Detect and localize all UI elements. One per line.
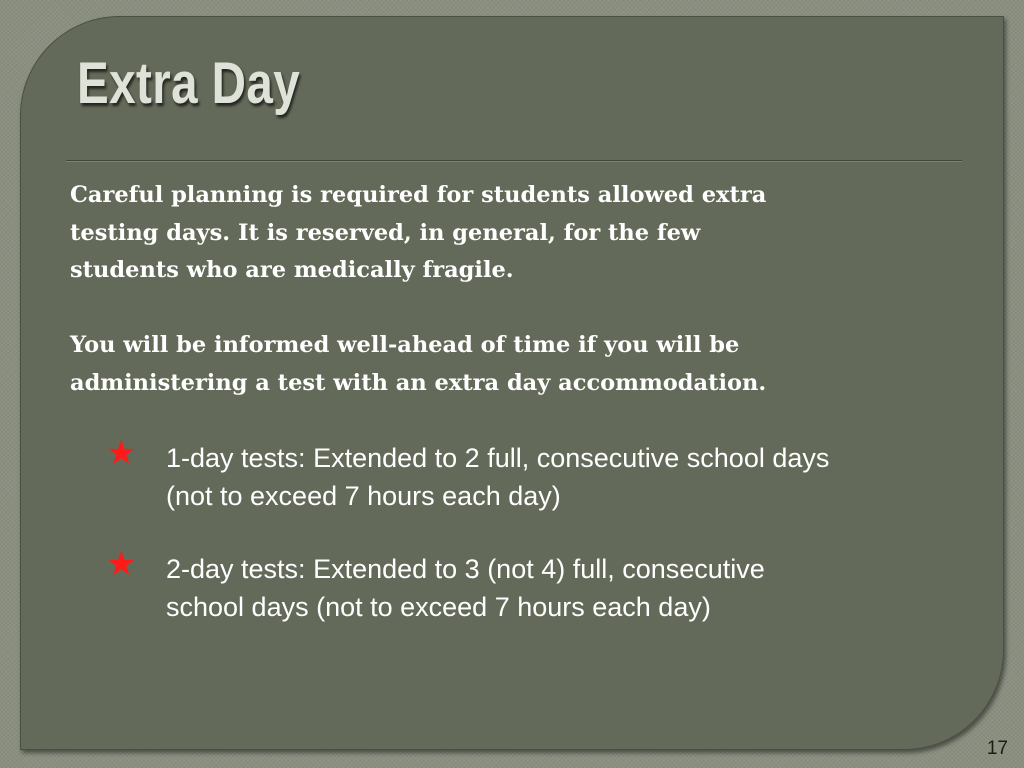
page-number: 17 [986,738,1008,759]
bullet-text: 1-day tests: Extended to 2 full, consecutive school days (not to exceed 7 hours each day) [166,443,830,511]
paragraph-careful-planning: Careful planning is required for students allowed extra testing days. It is reserved, in general, for the few students who are medically fragile. [70,182,767,283]
star-icon: ★ [106,433,137,473]
star-icon: ★ [106,544,137,584]
bullet-text: 2-day tests: Extended to 3 (not 4) full, consecutive school days (not to exceed 7 hours each day) [166,554,765,622]
paragraph-informed-ahead: You will be informed well-ahead of time if you will be administering a test with an extra day accommodation. [70,332,767,396]
title-divider [66,160,962,162]
slide-title: Extra Day [77,51,301,116]
